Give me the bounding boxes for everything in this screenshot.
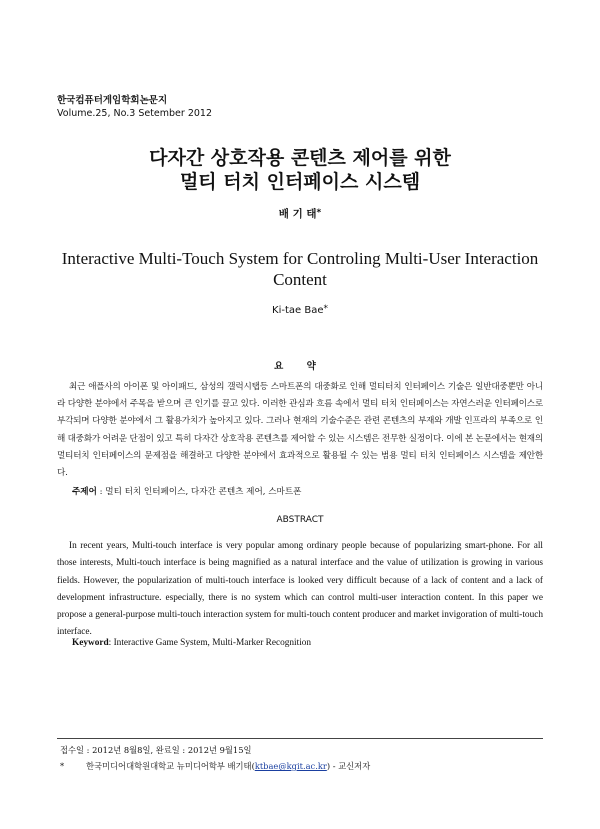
- english-author-name: Ki-tae Bae: [272, 305, 324, 316]
- journal-header: [57, 95, 212, 120]
- english-author-mark: *: [323, 304, 328, 314]
- korean-title: [0, 146, 600, 194]
- journal-name: 한국컴퓨터게임학회논문지: [57, 95, 168, 106]
- korean-keywords: [72, 485, 301, 497]
- affiliation-text: 한국미디어대학원대학교 뉴미디어학부 배기태(: [86, 761, 255, 771]
- affiliation-role: ) - 교신저자: [326, 761, 371, 771]
- footnote-mark: *: [60, 761, 65, 771]
- korean-title-line-2: 멀티 터치 인터페이스 시스템: [179, 171, 421, 193]
- english-abstract-body: In recent years, Multi-touch interface is very popular among ordinary people because of popularizing smart-phone. For all those interests, Multi-touch interface is being magnified as a natural interface and the value of utilization is growing in various fields. However, the popularization of multi-touch interface is looked very difficult because of a lack of content and a lack of development infrastructure. especially, there is no system which can control multi-user interaction content. In this paper we propose a general-purpose multi-touch interaction system for multi-touch content producer and market invigoration of multi-touch interface.: [57, 541, 543, 638]
- english-title: Interactive Multi-Touch System for Controling Multi-User Interaction Content: [61, 249, 539, 289]
- footnote-divider: [57, 738, 543, 739]
- footnote-affiliation: [60, 760, 370, 772]
- english-author: [0, 304, 600, 316]
- korean-author: [0, 206, 600, 221]
- english-keyword-list: : Interactive Game System, Multi-Marker Recognition: [108, 638, 312, 648]
- english-abstract-heading: ABSTRACT: [276, 515, 324, 525]
- korean-author-mark: *: [316, 208, 322, 218]
- english-keyword-label: Keyword: [72, 638, 109, 648]
- korean-keyword-list: : 멀티 터치 인터페이스, 다자간 콘텐츠 제어, 스마트폰: [96, 487, 302, 497]
- korean-author-name: 배 기 태: [278, 208, 317, 220]
- korean-abstract-heading: 요 약: [274, 361, 326, 372]
- korean-abstract-body: 최근 애플사의 아이폰 및 아이패드, 삼성의 갤럭시탭등 스마트폰의 대중화로 인해 멀티터치 인터페이스 기술은 일반대중뿐만 아니라 다양한 분야에서 주목을 받으며 큰 인기를 끌고 있다. 이러한 관심과 흐름 속에서 멀티 터치 인터페이스는 자연스러운 인터페이스로 부각되며 다양한 분야에서 그 활용가치가 높아지고 있다. 그러나 현재의 기술수준은 관련 콘텐츠의 부재와 개발 인프라의 부족으로 인해 대중화가 어려운 단점이 있고 특히 다자간 상호작용 콘텐츠를 제어할 수 있는 시스템은 전무한 실정이다. 이에 본 논문에서는 현재의 멀티터치 인터페이스의 문제점을 해결하고 다양한 분야에서 효과적으로 활용될 수 있는 범용 멀티 터치 인터페이스 시스템을 제안한다.: [57, 382, 543, 479]
- author-email-link[interactable]: ktbae@kgit.ac.kr: [254, 761, 327, 771]
- journal-issue: Volume.25, No.3 Setember 2012: [57, 107, 212, 119]
- korean-keyword-label: 주제어: [72, 487, 97, 497]
- korean-title-line-1: 다자간 상호작용 콘텐츠 제어를 위한: [149, 147, 451, 169]
- english-keywords: [72, 638, 311, 648]
- footnote-dates: 접수일 : 2012년 8월8일, 완료일 : 2012년 9월15일: [60, 745, 252, 755]
